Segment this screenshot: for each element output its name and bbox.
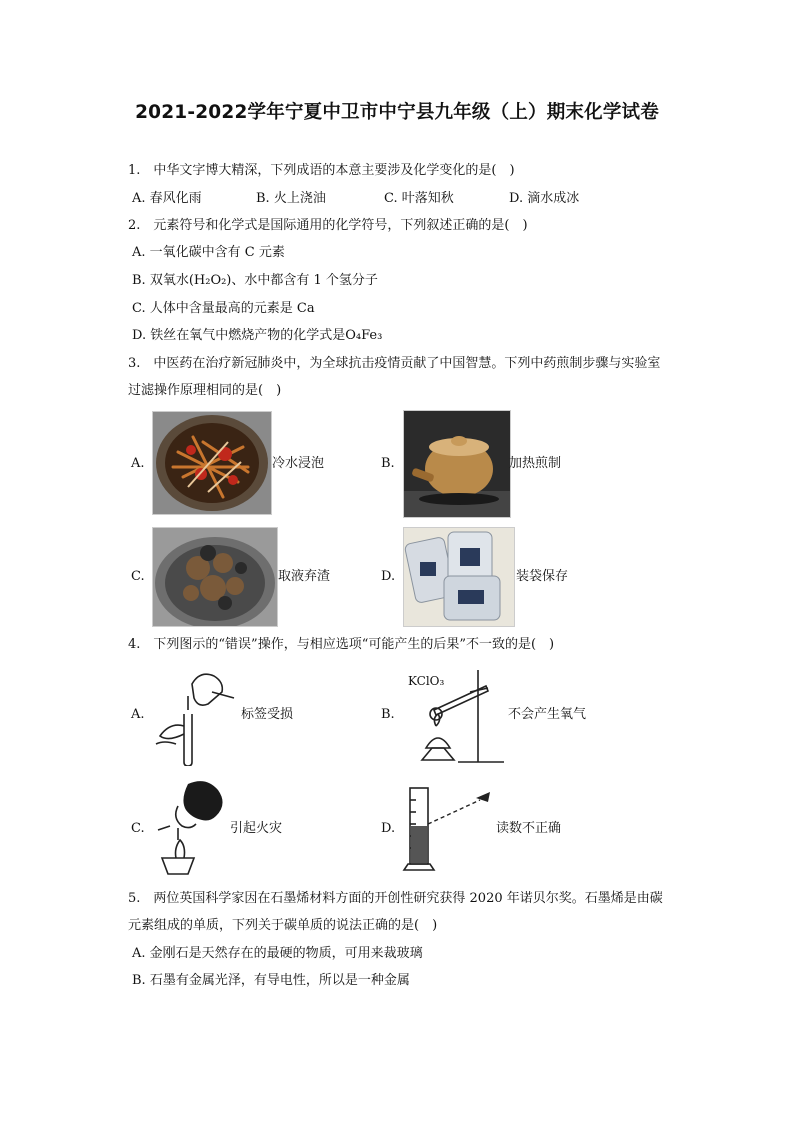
question-3-option-b-caption: 加热煎制 [509,456,562,471]
question-1-stem: 1. 中华文字博大精深，下列成语的本意主要涉及化学变化的是( ) [128,163,515,178]
question-4-option-b-caption: 不会产生氧气 [508,707,587,722]
question-4-option-d-caption: 读数不正确 [496,821,562,836]
question-2-option-a: A. 一氧化碳中含有 C 元素 [132,245,285,260]
question-3-option-c-letter: C. [131,569,145,584]
pouring-liquid-diagram [152,666,242,766]
question-5-stem-line-2: 元素组成的单质，下列关于碳单质的说法正确的是( ) [128,918,438,933]
question-3-option-a-caption: 冷水浸泡 [272,456,325,471]
question-3-option-c-caption: 取液弃渣 [278,569,331,584]
question-4-option-c-letter: C. [131,821,145,836]
question-1-option-c: C. 叶落知秋 [384,191,454,206]
question-3-stem-line-1: 3. 中医药在治疗新冠肺炎中，为全球抗击疫情贡献了中国智慧。下列中药煎制步骤与实验室 [128,356,661,371]
straining-herbs-photo [152,527,278,627]
heating-test-tube-diagram [408,668,508,768]
question-4-option-a-caption: 标签受损 [241,707,294,722]
question-3-option-d-letter: D. [381,569,396,584]
question-5-option-a: A. 金刚石是天然存在的最硬的物质，可用来裁玻璃 [132,946,423,961]
question-3-option-d-caption: 装袋保存 [516,569,569,584]
question-5-stem-line-1: 5. 两位英国科学家因在石墨烯材料方面的开创性研究获得 2020 年诺贝尔奖。石墨烯是由碳 [128,891,663,906]
question-1-option-b: B. 火上浇油 [256,191,326,206]
decoction-pot-photo [403,410,511,518]
question-1-option-d: D. 滴水成冰 [509,191,580,206]
page-title: 2021-2022学年宁夏中卫市中宁县九年级（上）期末化学试卷 [135,102,659,123]
reading-cylinder-diagram [402,780,498,874]
soaking-herbs-photo [152,411,272,515]
question-2-option-c: C. 人体中含量最高的元素是 Ca [132,301,315,316]
question-1-option-a: A. 春风化雨 [132,191,202,206]
question-3-stem-line-2: 过滤操作原理相同的是( ) [128,383,282,398]
question-2-option-d: D. 铁丝在氧气中燃烧产物的化学式是O₄Fe₃ [132,328,383,343]
question-5-option-b: B. 石墨有金属光泽，有导电性，所以是一种金属 [132,973,410,988]
question-4-option-c-caption: 引起火灾 [230,821,283,836]
packaged-herbs-photo [403,527,515,627]
question-2-stem: 2. 元素符号和化学式是国际通用的化学符号，下列叙述正确的是( ) [128,218,528,233]
question-4-option-a-letter: A. [131,707,145,722]
blowing-out-lamp-diagram [148,778,230,878]
question-2-option-b: B. 双氧水(H₂O₂)、水中都含有 1 个氢分子 [132,273,378,288]
question-4-stem: 4. 下列图示的“错误”操作，与相应选项“可能产生的后果”不一致的是( ) [128,637,555,652]
question-4-option-b-letter: B. [381,707,395,722]
question-4-option-d-letter: D. [381,821,396,836]
question-3-option-a-letter: A. [131,456,145,471]
question-3-option-b-letter: B. [381,456,395,471]
kclo3-label: KClO₃ [408,674,445,688]
